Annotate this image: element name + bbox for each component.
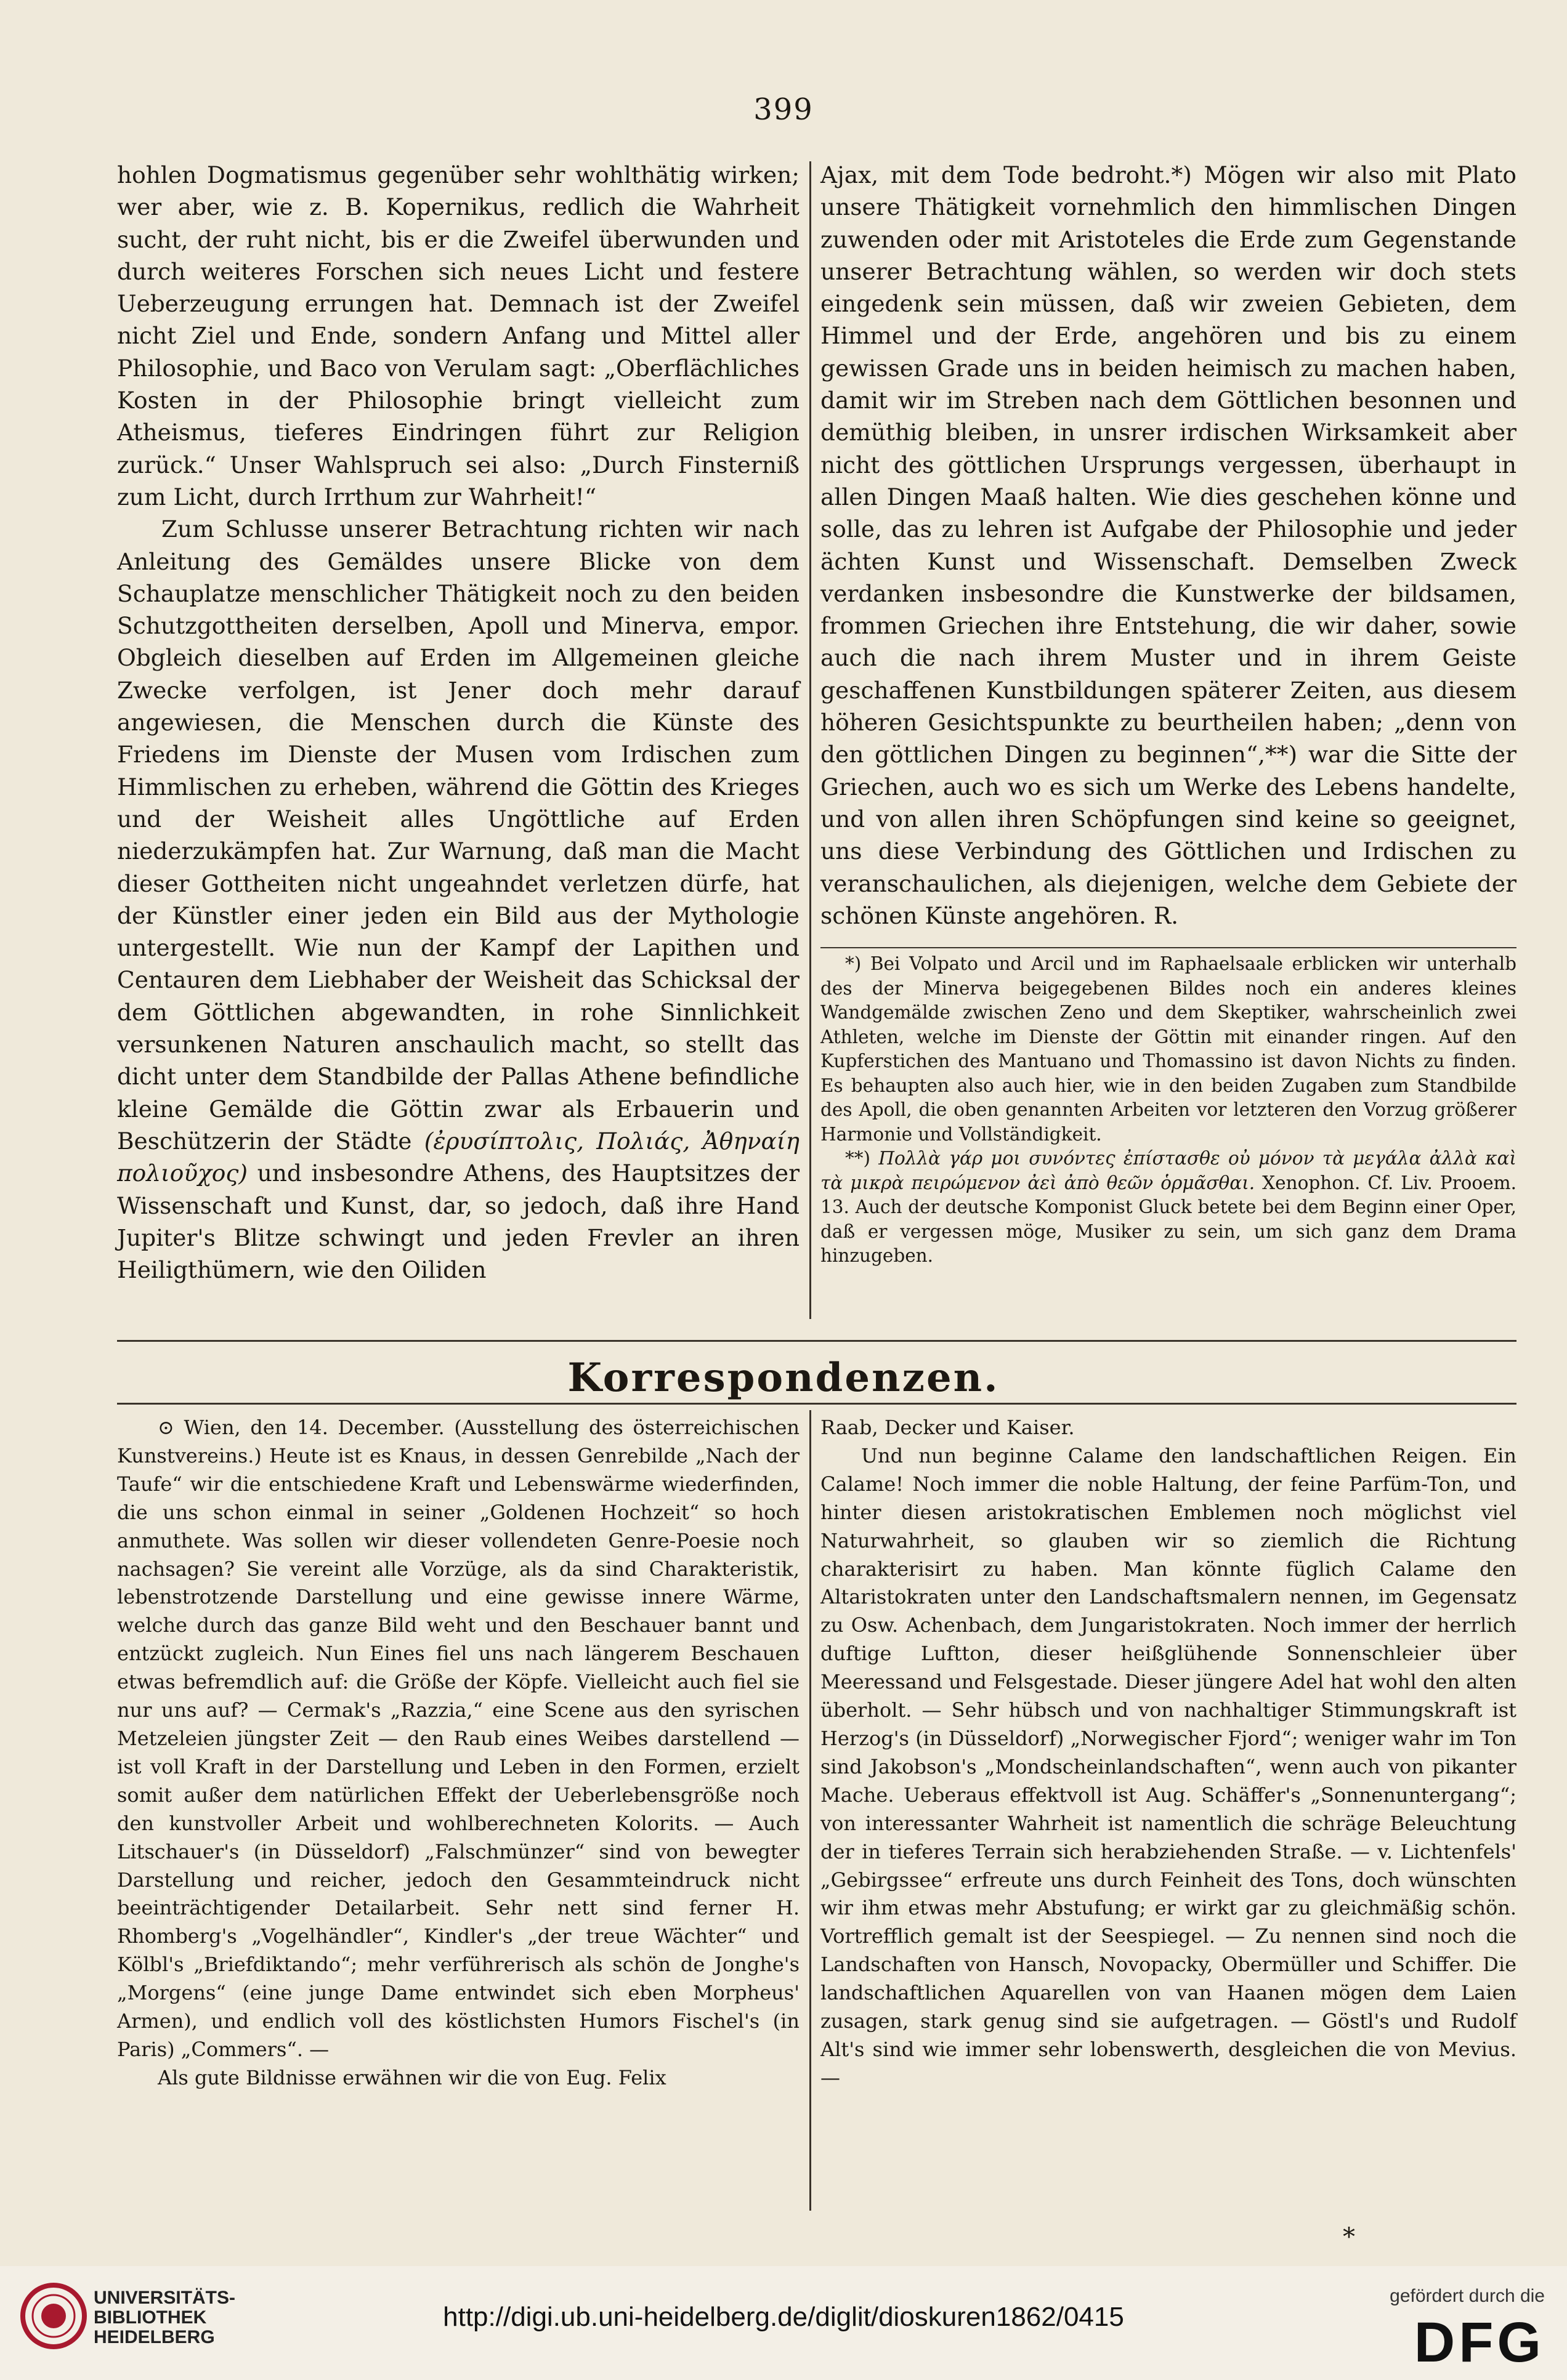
right-column	[820, 159, 1516, 932]
paragraph: hohlen Dogmatismus gegenüber sehr wohlthätig wirken; wer aber, wie z. B. Kopernikus, redlich die Wahrheit sucht, der ruht nicht, bis er die Zweifel überwunden und durch weiteres Forschen sich neues Licht und festere Ueberzeugung errungen hat. Demnach ist der Zweifel nicht Ziel und Ende, sondern Anfang und Mittel aller Philosophie, und Baco von Verulam sagt: „Oberflächliches Kosten in der Philosophie bringt vielleicht zum Atheismus, tieferes Eindringen führt zur Religion zurück.“ Unser Wahlspruch sei also: „Durch Finsterniß zum Licht, durch Irrthum zur Wahrheit!“	[117, 161, 800, 510]
funded-by-label: gefördert durch die	[1390, 2286, 1545, 2306]
paragraph: Ajax, mit dem Tode bedroht.*) Mögen wir also mit Plato unsere Thätigkeit vornehmlich den himmlischen Dingen zuwenden oder mit Aristoteles die Erde zum Gegenstande unserer Betrachtung wählen, so werden wir doch stets eingedenk sein müssen, daß wir zweien Gebieten, dem Himmel und der Erde, angehören und bis zu einem gewissen Grade uns in beiden heimisch zu machen haben, damit wir im Streben nach dem Göttlichen besonnen und demüthig bleiben, in unsrer irdischen Wirksamkeit aber nicht des göttlichen Ursprungs vergessen, überhaupt in allen Dingen Maaß halten. Wie dies geschehen könne und solle, das zu lehren ist Aufgabe der Philosophie und jeder ächten Kunst und Wissenschaft. Demselben Zweck verdanken insbesondre die Kunstwerke der bildsamen, frommen Griechen ihre Entstehung, die wir daher, sowie auch die nach ihrem Muster und in ihrem Geiste geschaffenen Kunstbildungen späterer Zeiten, aus diesem höheren Gesichtspunkte zu beurtheilen haben; „denn von den göttlichen Dingen zu beginnen“,**) war die Sitte der Griechen, auch wo es sich um Werke des Lebens handelte, und von allen ihren Schöpfungen sind keine so geeignet, uns diese Verbindung des Göttlichen und Irdischen zu veranschaulichen, als diejenigen, welche dem Gebiete der schönen Künste angehören. R.	[820, 161, 1516, 929]
paragraph: Raab, Decker und Kaiser.	[820, 1416, 1075, 1439]
column-divider	[809, 1410, 811, 2211]
section-rule-top	[117, 1340, 1516, 1342]
footnote-2	[820, 1147, 1516, 1269]
source-url[interactable]: http://digi.ub.uni-heidelberg.de/diglit/dioskuren1862/0415	[443, 2302, 1124, 2332]
library-name: UNIVERSITÄTS- BIBLIOTHEK HEIDELBERG	[94, 2288, 236, 2347]
correspondence-right	[820, 1414, 1516, 2092]
section-heading: Korrespondenzen.	[567, 1355, 1000, 1401]
greek-epithets: (ἐρυσίπτολις, Πολιάς, Ἀθηναίη πολιοῦχος)	[117, 1127, 800, 1187]
paragraph: Als gute Bildnisse erwähnen wir die von Eug. Felix	[158, 2065, 666, 2089]
left-column	[117, 159, 800, 1286]
footnote-marker: **)	[845, 1148, 871, 1169]
end-mark: *	[1343, 2223, 1355, 2251]
column-divider	[809, 161, 811, 1319]
footnote-1: *) Bei Volpato und Arcil und im Raphaelsaale erblicken wir unterhalb des der Minerva beigegebenen Bildes noch ein anderes kleines Wandgemälde zwischen Zeno und dem Skeptiker, wahrscheinlich zwei Athleten, welche im Dienste der Göttin mit einander ringen. Auf den Kupferstichen des Mantuano und Thomassino ist davon Nichts zu finden. Es behaupten also auch hier, wie in den beiden Zugaben zum Standbilde des Apoll, die oben genannten Arbeiten vor letzteren den Vorzug größerer Harmonie und Vollständigkeit.	[820, 953, 1516, 1145]
greek-quote: Πολλὰ γάρ μοι συνόντες ἐπίστασθε οὐ μόνον τὰ μεγάλα ἀλλὰ καὶ τὰ μικρὰ πειρώμενον ἀεὶ ἀπὸ θεῶν ὁρμᾶσθαι.	[820, 1148, 1516, 1193]
paragraph	[117, 513, 800, 1286]
footnote-rule	[820, 947, 1516, 948]
dfg-logo: DFG	[1414, 2311, 1545, 2374]
footnotes	[820, 952, 1516, 1269]
paragraph-text: Zum Schlusse unserer Betrachtung richten wir nach Anleitung des Gemäldes unsere Blicke von dem Schauplatze menschlicher Thätigkeit noch zu den beiden Schutzgottheiten derselben, Apoll und Minerva, empor. Obgleich dieselben auf Erden im Allgemeinen gleiche Zwecke verfolgen, ist Jener doch mehr darauf angewiesen, die Menschen durch die Künste des Friedens im Dienste der Musen vom Irdischen zum Himmlischen zu erheben, während die Göttin des Krieges und der Weisheit alles Ungöttliche auf Erden niederzukämpfen hat. Zur Warnung, daß man die Macht dieser Gottheiten nicht ungeahndet verletzen dürfe, hat der Künstler einer jeden ein Bild aus der Mythologie untergestellt. Wie nun der Kampf der Lapithen und Centauren dem Liebhaber der Weisheit das Schicksal der dem Göttlichen abgewandten, in rohe Sinnlichkeit versunkenen Naturen anschaulich macht, so stellt das dicht unter dem Standbilde der Pallas Athene befindliche kleine Gemälde die Göttin zwar als Erbauerin und Beschützerin der Städte	[117, 515, 800, 1155]
paragraph: ⊙ Wien, den 14. December. (Ausstellung des österreichischen Kunstvereins.) Heute ist es Knaus, in dessen Genrebilde „Nach der Taufe“ wir die entschiedene Kraft und Lebenswärme wiederfinden, die uns schon einmal in seiner „Goldenen Hochzeit“ so hoch anmuthete. Was sollen wir dieser vollendeten Genre-Poesie noch nachsagen? Sie vereint alle Vorzüge, als da sind Charakteristik, lebenstrotzende Darstellung und eine gewisse innere Wärme, welche durch das ganze Bild weht und den Beschauer bannt und entzückt zugleich. Nun Eines fiel uns nach längerem Beschauen etwas befremdlich auf: die Größe der Köpfe. Vielleicht auch fiel sie nur uns auf? — Cermak's „Razzia,“ eine Scene aus den syrischen Metzeleien jüngster Zeit — den Raub eines Weibes darstellend — ist voll Kraft in der Darstellung und Leben in den Formen, erzielt somit außer dem natürlichen Effekt der Ueberlebensgröße noch den kunstvoller Arbeit und wohlberechneten Kolorits. — Auch Litschauer's (in Düsseldorf) „Falschmünzer“ sind von bewegter Darstellung und reicher, jedoch den Gesammteindruck nicht beeinträchtigender Detailarbeit. Sehr nett sind ferner H. Rhomberg's „Vogelhändler“, Kindler's „der treue Wächter“ und Kölbl's „Briefdiktando“; mehr verführerisch als schön de Jonghe's „Morgens“ (eine junge Dame entwindet sich eben Morpheus' Armen), und endlich voll des köstlichsten Humors Fischel's (in Paris) „Commers“. —	[117, 1416, 800, 2061]
section-rule-bottom	[117, 1403, 1516, 1405]
paragraph-text: und insbesondre Athens, des Hauptsitzes der Wissenschaft und Kunst, dar, so jedoch, daß ihre Hand Jupiter's Blitze schwingt und jeden Frevler an ihren Heiligthümern, wie den Oiliden	[117, 1160, 800, 1284]
page-number: 399	[753, 92, 814, 127]
correspondence-left	[117, 1414, 800, 2092]
paragraph: Und nun beginne Calame den landschaftlichen Reigen. Ein Calame! Noch immer die noble Haltung, der feine Parfüm-Ton, und hinter diesen aristokratischen Emblemen noch möglichst viel Naturwahrheit, so glauben wir so ziemlich die Richtung charakterisirt zu haben. Man könnte füglich Calame den Altaristokraten unter den Landschaftsmalern nennen, im Gegensatz zu Osw. Achenbach, dem Jungaristokraten. Noch immer der herrlich duftige Luftton, dieser heißglühende Sonnenschleier über Meeressand und Felsgestade. Dieser jüngere Adel hat wohl den alten überholt. — Sehr hübsch und von nachhaltiger Stimmungskraft ist Herzog's (in Düsseldorf) „Norwegischer Fjord“; weniger wahr im Ton sind Jakobson's „Mondscheinlandschaften“, wenn auch von pikanter Mache. Ueberaus effektvoll ist Aug. Schäffer's „Sonnenuntergang“; von interessanter Wahrheit ist namentlich die schräge Beleuchtung der in tieferes Terrain sich herabziehenden Straße. — v. Lichtenfels' „Gebirgssee“ erfreute uns durch Feinheit des Tons, doch wünschten wir ihm etwas mehr Abstufung; er wirkt gar zu gleichmäßig schön. Vortrefflich gemalt ist der Seespiegel. — Zu nennen sind noch die Landschaften von Hansch, Novopacky, Obermüller und Schiffer. Die landschaftlichen Aquarellen von van Haanen mögen dem Laien zusagen, stark genug sind sie aufgetragen. — Göstl's und Rudolf Alt's sind wie immer sehr lobenswerth, desgleichen die von Mevius. —	[820, 1443, 1516, 2089]
footnote-text: Xenophon. Cf. Liv. Prooem. 13. Auch der deutsche Komponist Gluck betete bei dem Beginn einer Oper, daß er vergessen möge, Musiker zu sein, um sich ganz dem Drama hinzugeben.	[820, 1172, 1516, 1266]
